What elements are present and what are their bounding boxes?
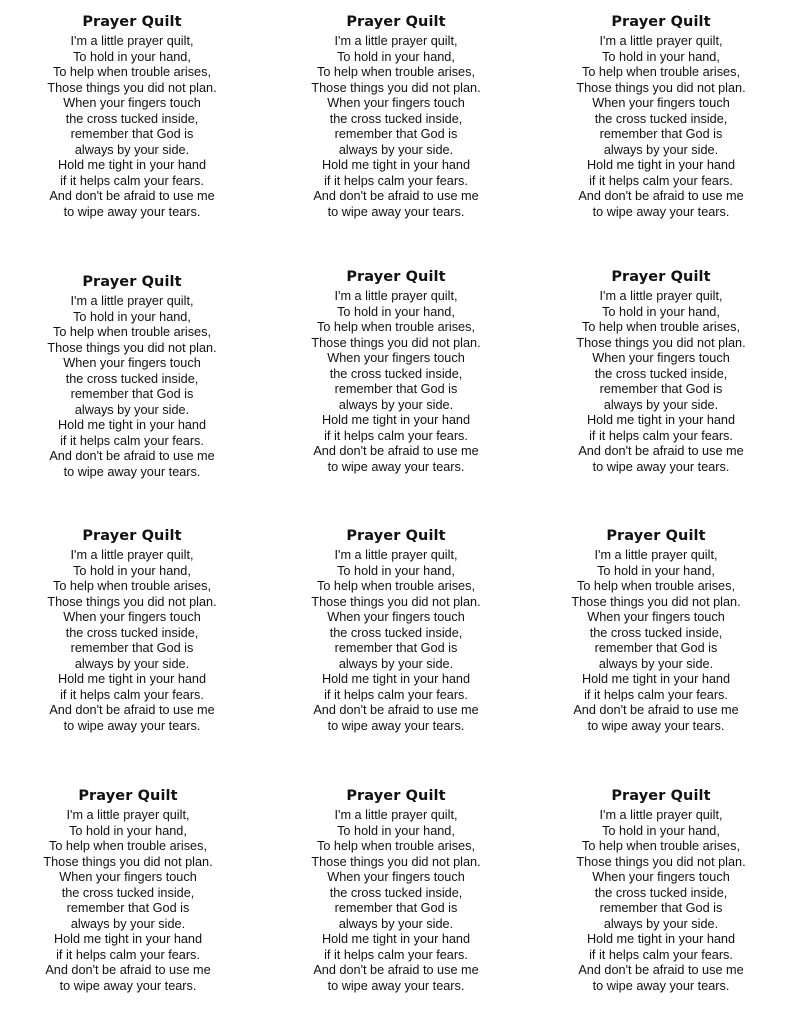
- poem-line: remember that God is: [66, 901, 190, 916]
- poem-line: to wipe away your tears.: [63, 465, 201, 480]
- poem-line: And don't be afraid to use me: [578, 963, 744, 978]
- poem-line: to wipe away your tears.: [592, 460, 730, 475]
- poem-line: Hold me tight in your hand: [57, 158, 207, 173]
- poem-line: Those things you did not plan.: [576, 335, 746, 350]
- poem-line: the cross tucked inside,: [329, 366, 463, 381]
- prayer-quilt-card: [266, 527, 526, 735]
- poem-line: And don't be afraid to use me: [313, 444, 479, 459]
- poem-line: Those things you did not plan.: [311, 854, 481, 869]
- poem-line: I'm a little prayer quilt,: [334, 289, 458, 303]
- poem-line: I'm a little prayer quilt,: [70, 294, 194, 308]
- poem-line: To help when trouble arises,: [53, 579, 211, 594]
- poem-line: And don't be afraid to use me: [313, 189, 479, 204]
- poem-line: I'm a little prayer quilt,: [66, 808, 190, 822]
- poem-line: remember that God is: [594, 641, 718, 656]
- poem-line: To hold in your hand,: [337, 49, 455, 64]
- prayer-quilt-card: [0, 787, 258, 995]
- poem-line: Hold me tight in your hand: [57, 672, 207, 687]
- poem-line: To help when trouble arises,: [582, 65, 740, 80]
- poem-line: Hold me tight in your hand: [321, 672, 471, 687]
- poem-line: the cross tucked inside,: [594, 111, 728, 126]
- card-title: Prayer Quilt: [611, 14, 711, 30]
- poem-line: remember that God is: [599, 382, 723, 397]
- poem-line: To hold in your hand,: [337, 304, 455, 319]
- poem-line: if it helps calm your fears.: [324, 173, 468, 188]
- poem-line: To hold in your hand,: [69, 823, 187, 838]
- poem-line: To help when trouble arises,: [49, 839, 207, 854]
- poem-line: remember that God is: [334, 127, 458, 142]
- card-title: Prayer Quilt: [346, 14, 446, 30]
- poem-line: always by your side.: [338, 397, 454, 412]
- card-title: Prayer Quilt: [82, 14, 182, 30]
- poem-line: Those things you did not plan.: [47, 340, 217, 355]
- poem-line: if it helps calm your fears.: [60, 173, 204, 188]
- poem-line: always by your side.: [338, 656, 454, 671]
- poem-line: And don't be afraid to use me: [49, 703, 215, 718]
- poem-line: Hold me tight in your hand: [586, 158, 736, 173]
- card-title: Prayer Quilt: [78, 788, 178, 804]
- poem-line: When your fingers touch: [592, 351, 730, 366]
- card-title: Prayer Quilt: [606, 528, 706, 544]
- poem-line: to wipe away your tears.: [59, 979, 197, 994]
- poem-line: To hold in your hand,: [337, 563, 455, 578]
- poem-line: To help when trouble arises,: [577, 579, 735, 594]
- poem-line: always by your side.: [603, 397, 719, 412]
- poem-line: Those things you did not plan.: [47, 594, 217, 609]
- card-title: Prayer Quilt: [346, 528, 446, 544]
- poem-line: To hold in your hand,: [337, 823, 455, 838]
- poem-line: if it helps calm your fears.: [589, 173, 733, 188]
- poem-line: To hold in your hand,: [602, 304, 720, 319]
- poem-line: always by your side.: [338, 916, 454, 931]
- poem-line: always by your side.: [74, 142, 190, 157]
- poem-line: And don't be afraid to use me: [45, 963, 211, 978]
- poem-line: the cross tucked inside,: [61, 885, 195, 900]
- poem-line: To hold in your hand,: [597, 563, 715, 578]
- poem-line: the cross tucked inside,: [65, 371, 199, 386]
- poem-line: Hold me tight in your hand: [321, 158, 471, 173]
- poem-line: to wipe away your tears.: [327, 719, 465, 734]
- prayer-quilt-card: [526, 527, 786, 735]
- prayer-quilt-card: [266, 787, 526, 995]
- poem-line: I'm a little prayer quilt,: [70, 548, 194, 562]
- poem-line: if it helps calm your fears.: [589, 428, 733, 443]
- poem-line: if it helps calm your fears.: [60, 687, 204, 702]
- poem-line: Hold me tight in your hand: [53, 932, 203, 947]
- poem-line: to wipe away your tears.: [327, 460, 465, 475]
- prayer-quilt-card: [2, 273, 262, 481]
- poem-line: To help when trouble arises,: [317, 839, 475, 854]
- card-title: Prayer Quilt: [346, 269, 446, 285]
- prayer-quilt-card: [531, 268, 791, 476]
- card-title: Prayer Quilt: [346, 788, 446, 804]
- poem-line: When your fingers touch: [327, 351, 465, 366]
- poem-line: the cross tucked inside,: [589, 625, 723, 640]
- poem-line: When your fingers touch: [63, 610, 201, 625]
- poem-line: When your fingers touch: [592, 96, 730, 111]
- poem-line: When your fingers touch: [327, 870, 465, 885]
- poem-line: And don't be afraid to use me: [313, 703, 479, 718]
- poem-line: remember that God is: [599, 127, 723, 142]
- poem-line: remember that God is: [70, 387, 194, 402]
- poem-line: To hold in your hand,: [73, 49, 191, 64]
- poem-line: Hold me tight in your hand: [57, 418, 207, 433]
- prayer-quilt-card: [2, 527, 262, 735]
- poem-line: if it helps calm your fears.: [324, 687, 468, 702]
- prayer-quilt-card: [2, 13, 262, 221]
- poem-line: And don't be afraid to use me: [573, 703, 739, 718]
- poem-line: Those things you did not plan.: [571, 594, 741, 609]
- poem-line: if it helps calm your fears.: [589, 947, 733, 962]
- poem-line: remember that God is: [334, 382, 458, 397]
- poem-line: I'm a little prayer quilt,: [334, 34, 458, 48]
- poem-line: To help when trouble arises,: [317, 320, 475, 335]
- poem-line: Those things you did not plan.: [576, 80, 746, 95]
- poem-line: to wipe away your tears.: [592, 205, 730, 220]
- poem-line: Hold me tight in your hand: [586, 413, 736, 428]
- poem-line: remember that God is: [334, 641, 458, 656]
- poem-line: always by your side.: [70, 916, 186, 931]
- poem-line: Those things you did not plan.: [311, 335, 481, 350]
- poem-line: To help when trouble arises,: [317, 579, 475, 594]
- poem-line: To help when trouble arises,: [53, 65, 211, 80]
- poem-line: Hold me tight in your hand: [321, 932, 471, 947]
- poem-line: And don't be afraid to use me: [49, 449, 215, 464]
- poem-line: always by your side.: [603, 916, 719, 931]
- poem-line: always by your side.: [74, 656, 190, 671]
- card-title: Prayer Quilt: [82, 274, 182, 290]
- poem-line: When your fingers touch: [587, 610, 725, 625]
- poem-line: To help when trouble arises,: [582, 839, 740, 854]
- poem-line: And don't be afraid to use me: [578, 189, 744, 204]
- poem-line: I'm a little prayer quilt,: [70, 34, 194, 48]
- prayer-quilt-card: [266, 268, 526, 476]
- poem-line: I'm a little prayer quilt,: [599, 289, 723, 303]
- poem-line: always by your side.: [74, 402, 190, 417]
- poem-line: To help when trouble arises,: [317, 65, 475, 80]
- poem-line: always by your side.: [598, 656, 714, 671]
- poem-line: to wipe away your tears.: [63, 205, 201, 220]
- poem-line: To hold in your hand,: [602, 823, 720, 838]
- poem-line: always by your side.: [338, 142, 454, 157]
- poem-line: And don't be afraid to use me: [578, 444, 744, 459]
- prayer-quilt-card: [531, 787, 791, 995]
- poem-line: if it helps calm your fears.: [56, 947, 200, 962]
- poem-line: To help when trouble arises,: [53, 325, 211, 340]
- poem-line: To hold in your hand,: [602, 49, 720, 64]
- card-title: Prayer Quilt: [611, 788, 711, 804]
- poem-line: I'm a little prayer quilt,: [599, 34, 723, 48]
- poem-line: When your fingers touch: [63, 96, 201, 111]
- poem-line: I'm a little prayer quilt,: [334, 808, 458, 822]
- poem-line: the cross tucked inside,: [594, 366, 728, 381]
- poem-line: if it helps calm your fears.: [324, 428, 468, 443]
- poem-line: Those things you did not plan.: [311, 594, 481, 609]
- poem-line: the cross tucked inside,: [329, 625, 463, 640]
- poem-line: I'm a little prayer quilt,: [599, 808, 723, 822]
- poem-line: When your fingers touch: [592, 870, 730, 885]
- poem-line: the cross tucked inside,: [594, 885, 728, 900]
- poem-line: if it helps calm your fears.: [324, 947, 468, 962]
- poem-line: the cross tucked inside,: [329, 885, 463, 900]
- poem-line: To help when trouble arises,: [582, 320, 740, 335]
- poem-line: if it helps calm your fears.: [584, 687, 728, 702]
- poem-line: to wipe away your tears.: [587, 719, 725, 734]
- card-title: Prayer Quilt: [82, 528, 182, 544]
- prayer-quilt-card: [266, 13, 526, 221]
- poem-line: I'm a little prayer quilt,: [334, 548, 458, 562]
- poem-line: to wipe away your tears.: [327, 979, 465, 994]
- poem-line: the cross tucked inside,: [65, 111, 199, 126]
- poem-line: to wipe away your tears.: [327, 205, 465, 220]
- poem-line: remember that God is: [599, 901, 723, 916]
- poem-line: I'm a little prayer quilt,: [594, 548, 718, 562]
- poem-line: to wipe away your tears.: [63, 719, 201, 734]
- poem-line: Those things you did not plan.: [576, 854, 746, 869]
- poem-line: When your fingers touch: [327, 610, 465, 625]
- poem-line: remember that God is: [70, 641, 194, 656]
- poem-line: the cross tucked inside,: [65, 625, 199, 640]
- card-title: Prayer Quilt: [611, 269, 711, 285]
- poem-line: Those things you did not plan.: [43, 854, 213, 869]
- poem-line: When your fingers touch: [327, 96, 465, 111]
- poem-line: Hold me tight in your hand: [581, 672, 731, 687]
- poem-line: When your fingers touch: [63, 356, 201, 371]
- poem-line: Those things you did not plan.: [47, 80, 217, 95]
- poem-line: Those things you did not plan.: [311, 80, 481, 95]
- prayer-quilt-card: [531, 13, 791, 221]
- poem-line: the cross tucked inside,: [329, 111, 463, 126]
- poem-line: always by your side.: [603, 142, 719, 157]
- poem-line: When your fingers touch: [59, 870, 197, 885]
- poem-line: if it helps calm your fears.: [60, 433, 204, 448]
- poem-line: And don't be afraid to use me: [49, 189, 215, 204]
- poem-line: And don't be afraid to use me: [313, 963, 479, 978]
- poem-line: to wipe away your tears.: [592, 979, 730, 994]
- poem-line: To hold in your hand,: [73, 309, 191, 324]
- poem-line: remember that God is: [334, 901, 458, 916]
- poem-line: Hold me tight in your hand: [586, 932, 736, 947]
- poem-line: remember that God is: [70, 127, 194, 142]
- poem-line: To hold in your hand,: [73, 563, 191, 578]
- poem-line: Hold me tight in your hand: [321, 413, 471, 428]
